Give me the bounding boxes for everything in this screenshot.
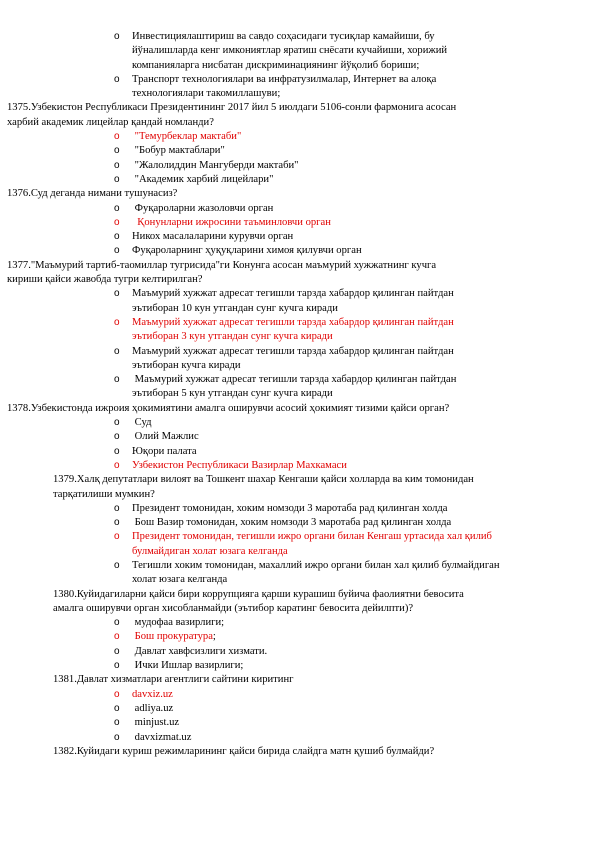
answer-option	[0, 230, 595, 244]
bullet-icon: o	[114, 316, 120, 328]
bullet-icon: o	[114, 645, 120, 657]
answer-option	[0, 373, 595, 402]
answer-option	[0, 202, 595, 216]
answer-text: adliya.uz	[132, 702, 174, 714]
answer-text: Никох масалаларини курувчи орган	[132, 231, 294, 243]
bullet-icon: o	[114, 688, 120, 700]
test-document	[0, 30, 595, 759]
answer-text: Фуқароларни жазоловчи орган	[132, 202, 274, 214]
bullet-icon: o	[114, 431, 120, 443]
bullet-icon: o	[114, 31, 120, 42]
answer-option	[0, 345, 595, 374]
question-text: 1375.Узбекистон Республикаси Президентининг 2017 йил 5 июлдаги 5106-сонли фармонига асосан харбий академик лицейлар қандай номланди?	[7, 102, 457, 128]
answer-text: Қонунларни ижросини таъминловчи орган	[132, 216, 331, 228]
answer-option	[0, 716, 595, 730]
answer-text: Президент томонидан, тегишли ижро органи билан Кенгаш уртасида хал қилиб булмайдиган холат юзага келганда	[132, 531, 492, 557]
answer-option	[0, 516, 595, 530]
question-text: 1382.Куйидаги куриш режимларининг қайси бирида слайдга матн қушиб булмайди?	[53, 745, 435, 757]
bullet-icon: o	[114, 559, 120, 571]
question-text: 1380.Куйидагиларни қайси бири коррупцияга қарши курашиш буйича фаолиятни бевосита амалга оширувчи орган хисобланмайди (эътибор каратинг бевосита дейилпти)?	[53, 588, 464, 614]
answer-text: Президент томонидан, хоким номзоди 3 маротаба рад қилинган холда	[132, 502, 448, 514]
answer-text: Ички Ишлар вазирлиги;	[132, 660, 244, 672]
bullet-icon: o	[114, 345, 120, 357]
answer-option	[0, 731, 595, 745]
bullet-icon: o	[114, 417, 120, 429]
answer-text: Узбекистон Республикаси Вазирлар Махкамаси	[132, 459, 347, 471]
answer-text: Бош Вазир томонидан, хоким номзоди 3 маротаба рад қилинган холда	[132, 517, 452, 529]
answer-text: Бош прокуратура	[132, 631, 213, 643]
answer-text: Маъмурий хужжат адресат тегишли тарзда хабардор қилинган пайтдан эътиборан 5 кун утгандан сунг кучга киради	[132, 374, 457, 400]
question-text: 1377."Маъмурий тартиб-таомиллар тугрисида"ги Конунга асосан маъмурий хужжатнинг кучга кириши қайси жавобда тугри келтирилган?	[7, 259, 437, 286]
answer-text: Юқори палата	[132, 445, 197, 457]
answer-option	[0, 30, 595, 73]
bullet-icon: o	[114, 702, 120, 714]
answer-option	[0, 659, 595, 673]
bullet-icon: o	[114, 459, 120, 471]
answer-punctuation: ;	[212, 631, 216, 643]
bullet-icon: o	[114, 288, 120, 300]
bullet-icon: o	[114, 231, 120, 243]
question-text: 1381.Давлат хизматлари агентлиги сайтини киритинг	[53, 674, 294, 686]
bullet-icon: o	[114, 531, 120, 543]
answer-option	[0, 173, 595, 187]
bullet-icon: o	[114, 717, 120, 729]
answer-option	[0, 559, 595, 588]
bullet-icon: o	[114, 145, 120, 157]
answer-text: Инвестициялаштириш ва савдо соҳасидаги тусиқлар камайиши, бу йўналишларда кенг имкониятлар яратиш снёсати кучайиши, хорижий компанияларга нисбатан дискриминациянинг йўқолиб бориши;	[132, 31, 448, 71]
answer-option-correct	[0, 459, 595, 473]
question-text: 1379.Халқ депутатлари вилоят ва Тошкент шахар Кенгаши қайси холларда ва ким томонидан тарқатилиши мумкин?	[53, 474, 474, 500]
answer-text: "Бобур мактаблари"	[132, 145, 225, 157]
bullet-icon: o	[114, 517, 120, 529]
bullet-icon: o	[114, 731, 120, 743]
answer-option	[0, 430, 595, 444]
answer-option-correct	[0, 688, 595, 702]
bullet-icon: o	[114, 502, 120, 514]
answer-text: Маъмурий хужжат адресат тегишли тарзда хабардор қилинган пайтдан эътиборан кучга киради	[132, 345, 454, 371]
answer-option	[0, 73, 595, 102]
answer-text: Суд	[132, 417, 152, 429]
answer-option-correct	[0, 130, 595, 144]
answer-text: davxiz.uz	[132, 688, 173, 700]
answer-option	[0, 502, 595, 516]
answer-text: Олий Мажлис	[132, 431, 199, 443]
bullet-icon: o	[114, 202, 120, 214]
answer-option-correct	[0, 216, 595, 230]
bullet-icon: o	[114, 216, 120, 228]
answer-text: minjust.uz	[132, 717, 180, 729]
answer-text: Маъмурий хужжат адресат тегишли тарзда хабардор қилинган пайтдан эътиборан 10 кун утгандан сунг кучга киради	[132, 288, 454, 314]
answer-option	[0, 445, 595, 459]
answer-text: "Академик харбий лицейлари"	[132, 173, 274, 185]
answer-text: "Темурбеклар мактаби"	[132, 131, 242, 143]
answer-text: Тегишли хоким томонидан, махаллий ижро органи билан хал қилиб булмайдиган холат юзага келганда	[132, 559, 500, 586]
answer-option	[0, 702, 595, 716]
answer-option	[0, 287, 595, 316]
answer-text: Давлат хавфсизлиги хизмати.	[132, 645, 268, 657]
bullet-icon: o	[114, 660, 120, 672]
bullet-icon: o	[114, 173, 120, 185]
answer-text: мудофаа вазирлиги;	[132, 617, 225, 629]
answer-option	[0, 416, 595, 430]
answer-text: Транспорт технологиялари ва инфратузилмалар, Интернет ва алоқа технологиялари такомиллашуви;	[132, 73, 437, 100]
bullet-icon: o	[114, 617, 120, 629]
answer-option	[0, 244, 595, 258]
question-text: 1378.Узбекистонда ижроия ҳокимиятини амалга оширувчи асосий ҳокимият тизими қайси орган?	[7, 402, 450, 414]
bullet-icon: o	[114, 374, 120, 386]
bullet-icon: o	[114, 245, 120, 257]
bullet-icon: o	[114, 131, 120, 143]
answer-option	[0, 645, 595, 659]
answer-option-correct	[0, 316, 595, 345]
answer-option	[0, 159, 595, 173]
answer-text: "Жалолиддин Мангуберди мактаби"	[132, 159, 299, 171]
answer-text: Маъмурий хужжат адресат тегишли тарзда хабардор қилинган пайтдан эътиборан 3 кун утгандан сунг кучга киради	[132, 316, 454, 343]
answer-option	[0, 144, 595, 158]
bullet-icon: o	[114, 159, 120, 171]
bullet-icon: o	[114, 73, 120, 85]
answer-text: davxizmat.uz	[132, 731, 192, 743]
bullet-icon: o	[114, 445, 120, 457]
bullet-icon: o	[114, 631, 120, 643]
answer-option-correct	[0, 530, 595, 559]
question-text: 1376.Суд деганда нимани тушунасиз?	[7, 188, 178, 200]
answer-option	[0, 616, 595, 630]
answer-text: Фуқароларнинг ҳуқуқларини химоя қилувчи орган	[132, 245, 362, 257]
answer-option-correct	[0, 630, 595, 644]
